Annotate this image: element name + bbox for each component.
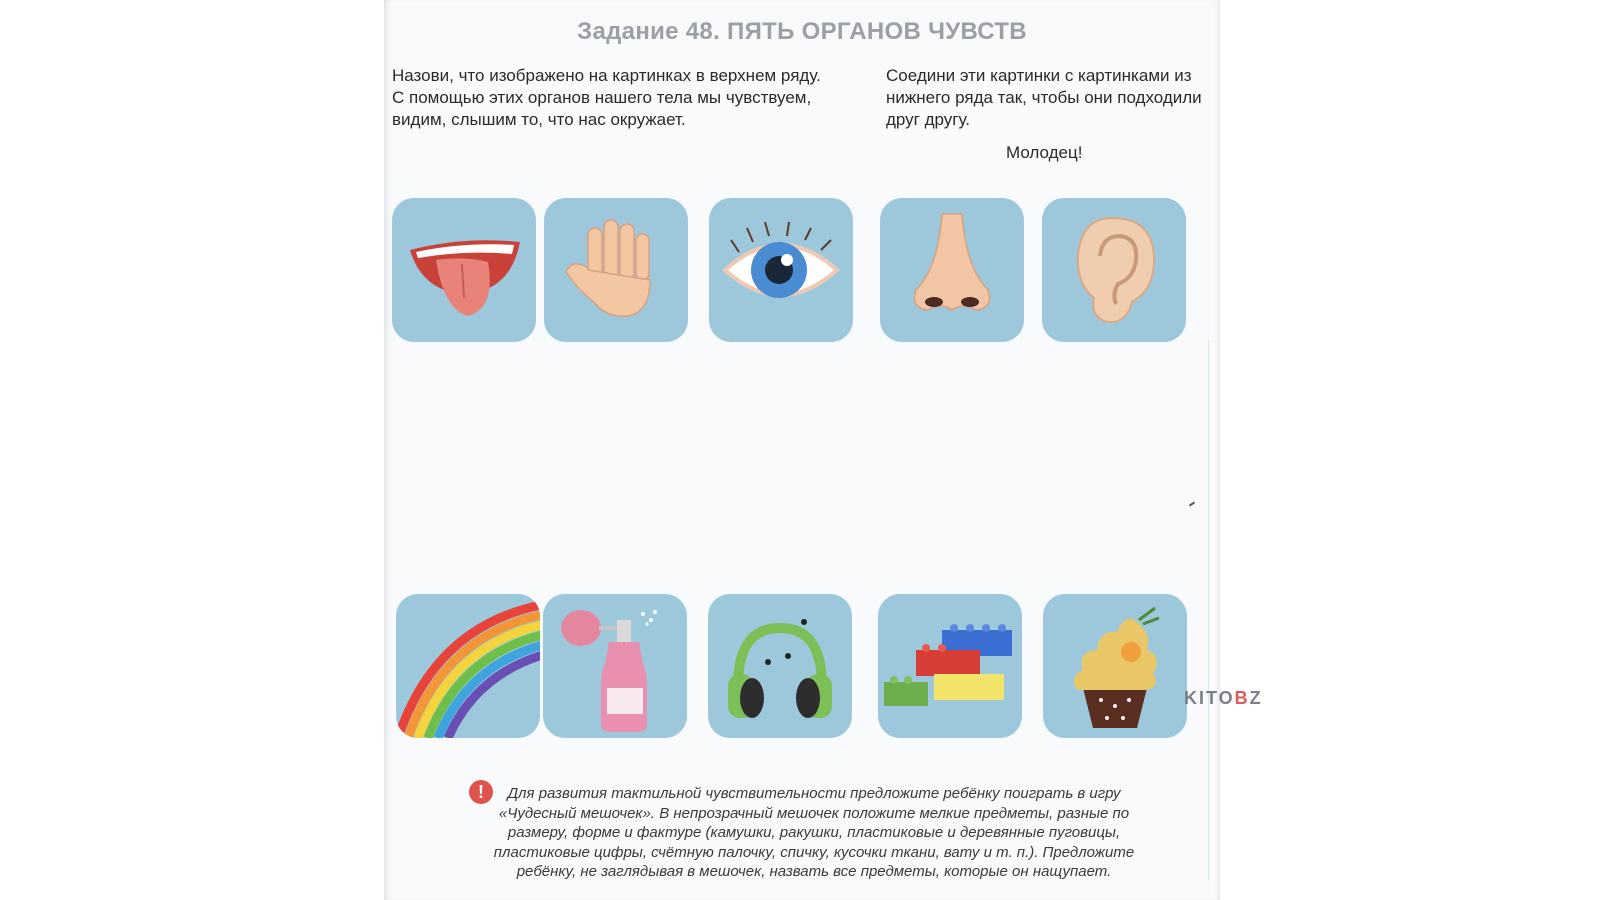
instruction-left: Назови, что изображено на картинках в верхнем ряду. С помощью этих органов нашего тела мы чувствуем, видим, слышим то, что нас окружает. — [392, 66, 821, 129]
mouth-tongue-icon — [392, 198, 536, 342]
card-rainbow[interactable] — [396, 594, 540, 738]
hand-icon — [544, 198, 688, 342]
parent-tip-note: Для развития тактильной чувствительности предложите ребёнку поиграть в игру «Чудесный мешочек». В непрозрачный мешочек положите мелкие предметы, разные по размеру, форме и фактуре (камушки, ракушки, пластиковые и деревянные пуговицы, пластиковые цифры, счётную палочку, спичку, кусочки ткани, вату и т. п.). Предложите ребёнку, не заглядывая в мешочек, назвать все предметы, которые он нащупает. — [493, 785, 1135, 880]
rainbow-icon — [396, 594, 540, 738]
perfume-bottle-icon — [543, 594, 687, 738]
exclamation-icon: ! — [469, 780, 493, 804]
card-cupcake[interactable] — [1043, 594, 1187, 738]
cupcake-icon — [1043, 594, 1187, 738]
page-edge-line — [1208, 340, 1209, 880]
ear-icon — [1042, 198, 1186, 342]
card-ear[interactable] — [1042, 198, 1186, 342]
card-perfume[interactable] — [543, 594, 687, 738]
headphones-icon — [708, 594, 852, 738]
card-hand[interactable] — [544, 198, 688, 342]
watermark: KITOBZ — [1184, 688, 1263, 708]
card-bricks[interactable] — [878, 594, 1022, 738]
card-headphones[interactable] — [708, 594, 852, 738]
card-eye[interactable] — [709, 198, 853, 342]
nose-icon — [880, 198, 1024, 342]
instruction-right: Соедини эти картинки с картинками из нижнего ряда так, чтобы они подходили друг другу. — [886, 66, 1202, 129]
praise-text: Молодец! — [1006, 143, 1083, 162]
eye-icon — [709, 198, 853, 342]
page-title: Задание 48. ПЯТЬ ОРГАНОВ ЧУВСТВ — [577, 18, 1027, 45]
card-mouth[interactable] — [392, 198, 536, 342]
toy-bricks-icon — [878, 594, 1022, 738]
card-nose[interactable] — [880, 198, 1024, 342]
workbook-page — [384, 0, 1220, 900]
